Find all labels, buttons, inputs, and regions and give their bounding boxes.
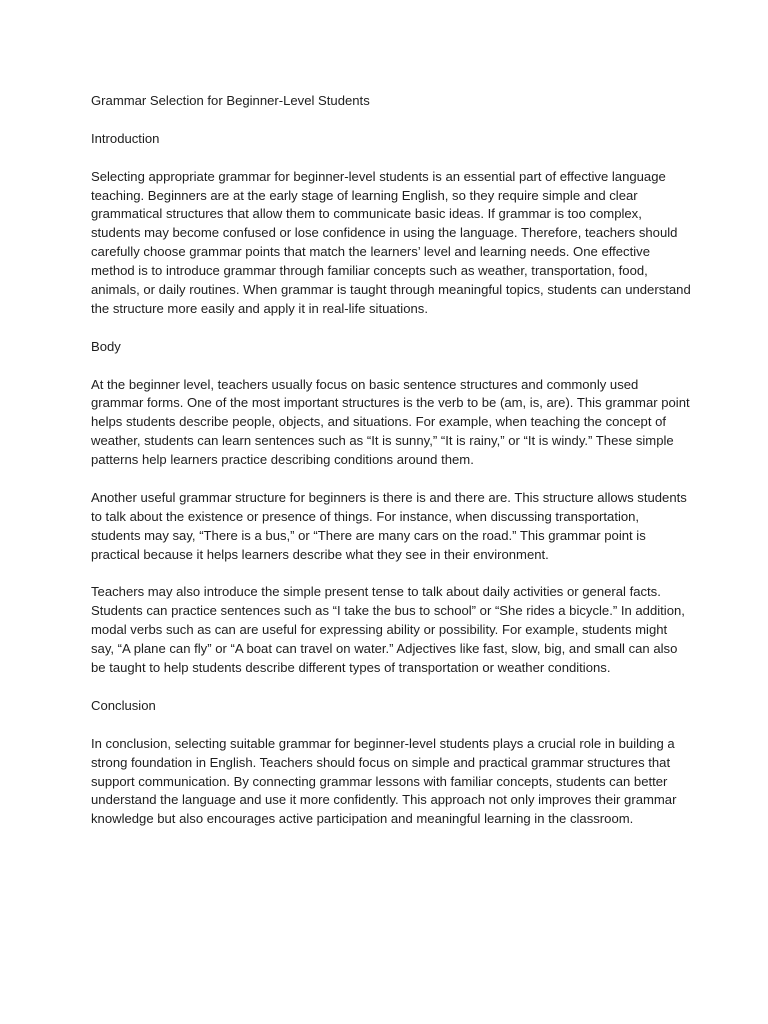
- body-paragraph-verb-to-be: At the beginner level, teachers usually focus on basic sentence structures and commonly used grammar forms. One of the most important structures is the verb to be (am, is, are). This grammar point helps students describe people, objects, and situations. For example, when teaching the concept of weather, students can learn sentences such as “It is sunny,” “It is rainy,” or “It is windy.” These simple patterns help learners practice describing conditions around them.: [91, 376, 690, 468]
- section-heading-body: Body: [91, 338, 121, 354]
- body-paragraph-there-is: Another useful grammar structure for beginners is there is and there are. This structure allows students to talk about the existence or presence of things. For instance, when discussing transportation, students may say, “There is a bus,” or “There are many cars on the road.” This grammar point is practical because it helps learners describe what they see in their environment.: [91, 489, 687, 562]
- introduction-paragraph: Selecting appropriate grammar for beginner-level students is an essential part of effective language teaching. Beginners are at the early stage of learning English, so they require simple and clear grammatical structures that allow them to communicate basic ideas. If grammar is too complex, students may become confused or lose confidence in using the language. Therefore, teachers should carefully choose grammar points that match the learners’ level and learning needs. One effective method is to introduce grammar through familiar concepts such as weather, transportation, food, animals, or daily routines. When grammar is taught through meaningful topics, students can understand the structure more easily and apply it in real-life situations.: [91, 168, 691, 316]
- document-page: [91, 92, 691, 829]
- section-heading-introduction: Introduction: [91, 130, 160, 146]
- conclusion-paragraph: In conclusion, selecting suitable grammar for beginner-level students plays a crucial role in building a strong foundation in English. Teachers should focus on simple and practical grammar structures that support communication. By connecting grammar lessons with familiar concepts, students can better understand the language and use it more confidently. This approach not only improves their grammar knowledge but also encourages active participation and meaningful learning in the classroom.: [91, 735, 677, 827]
- section-heading-conclusion: Conclusion: [91, 697, 156, 713]
- document-title: Grammar Selection for Beginner-Level Students: [91, 93, 370, 108]
- body-paragraph-simple-present: Teachers may also introduce the simple present tense to talk about daily activities or general facts. Students can practice sentences such as “I take the bus to school” or “She rides a bicycle.” In addition, modal verbs such as can are useful for expressing ability or possibility. For example, students might say, “A plane can fly” or “A boat can travel on water.” Adjectives like fast, slow, big, and small can also be taught to help students describe different types of transportation or weather conditions.: [91, 584, 685, 676]
